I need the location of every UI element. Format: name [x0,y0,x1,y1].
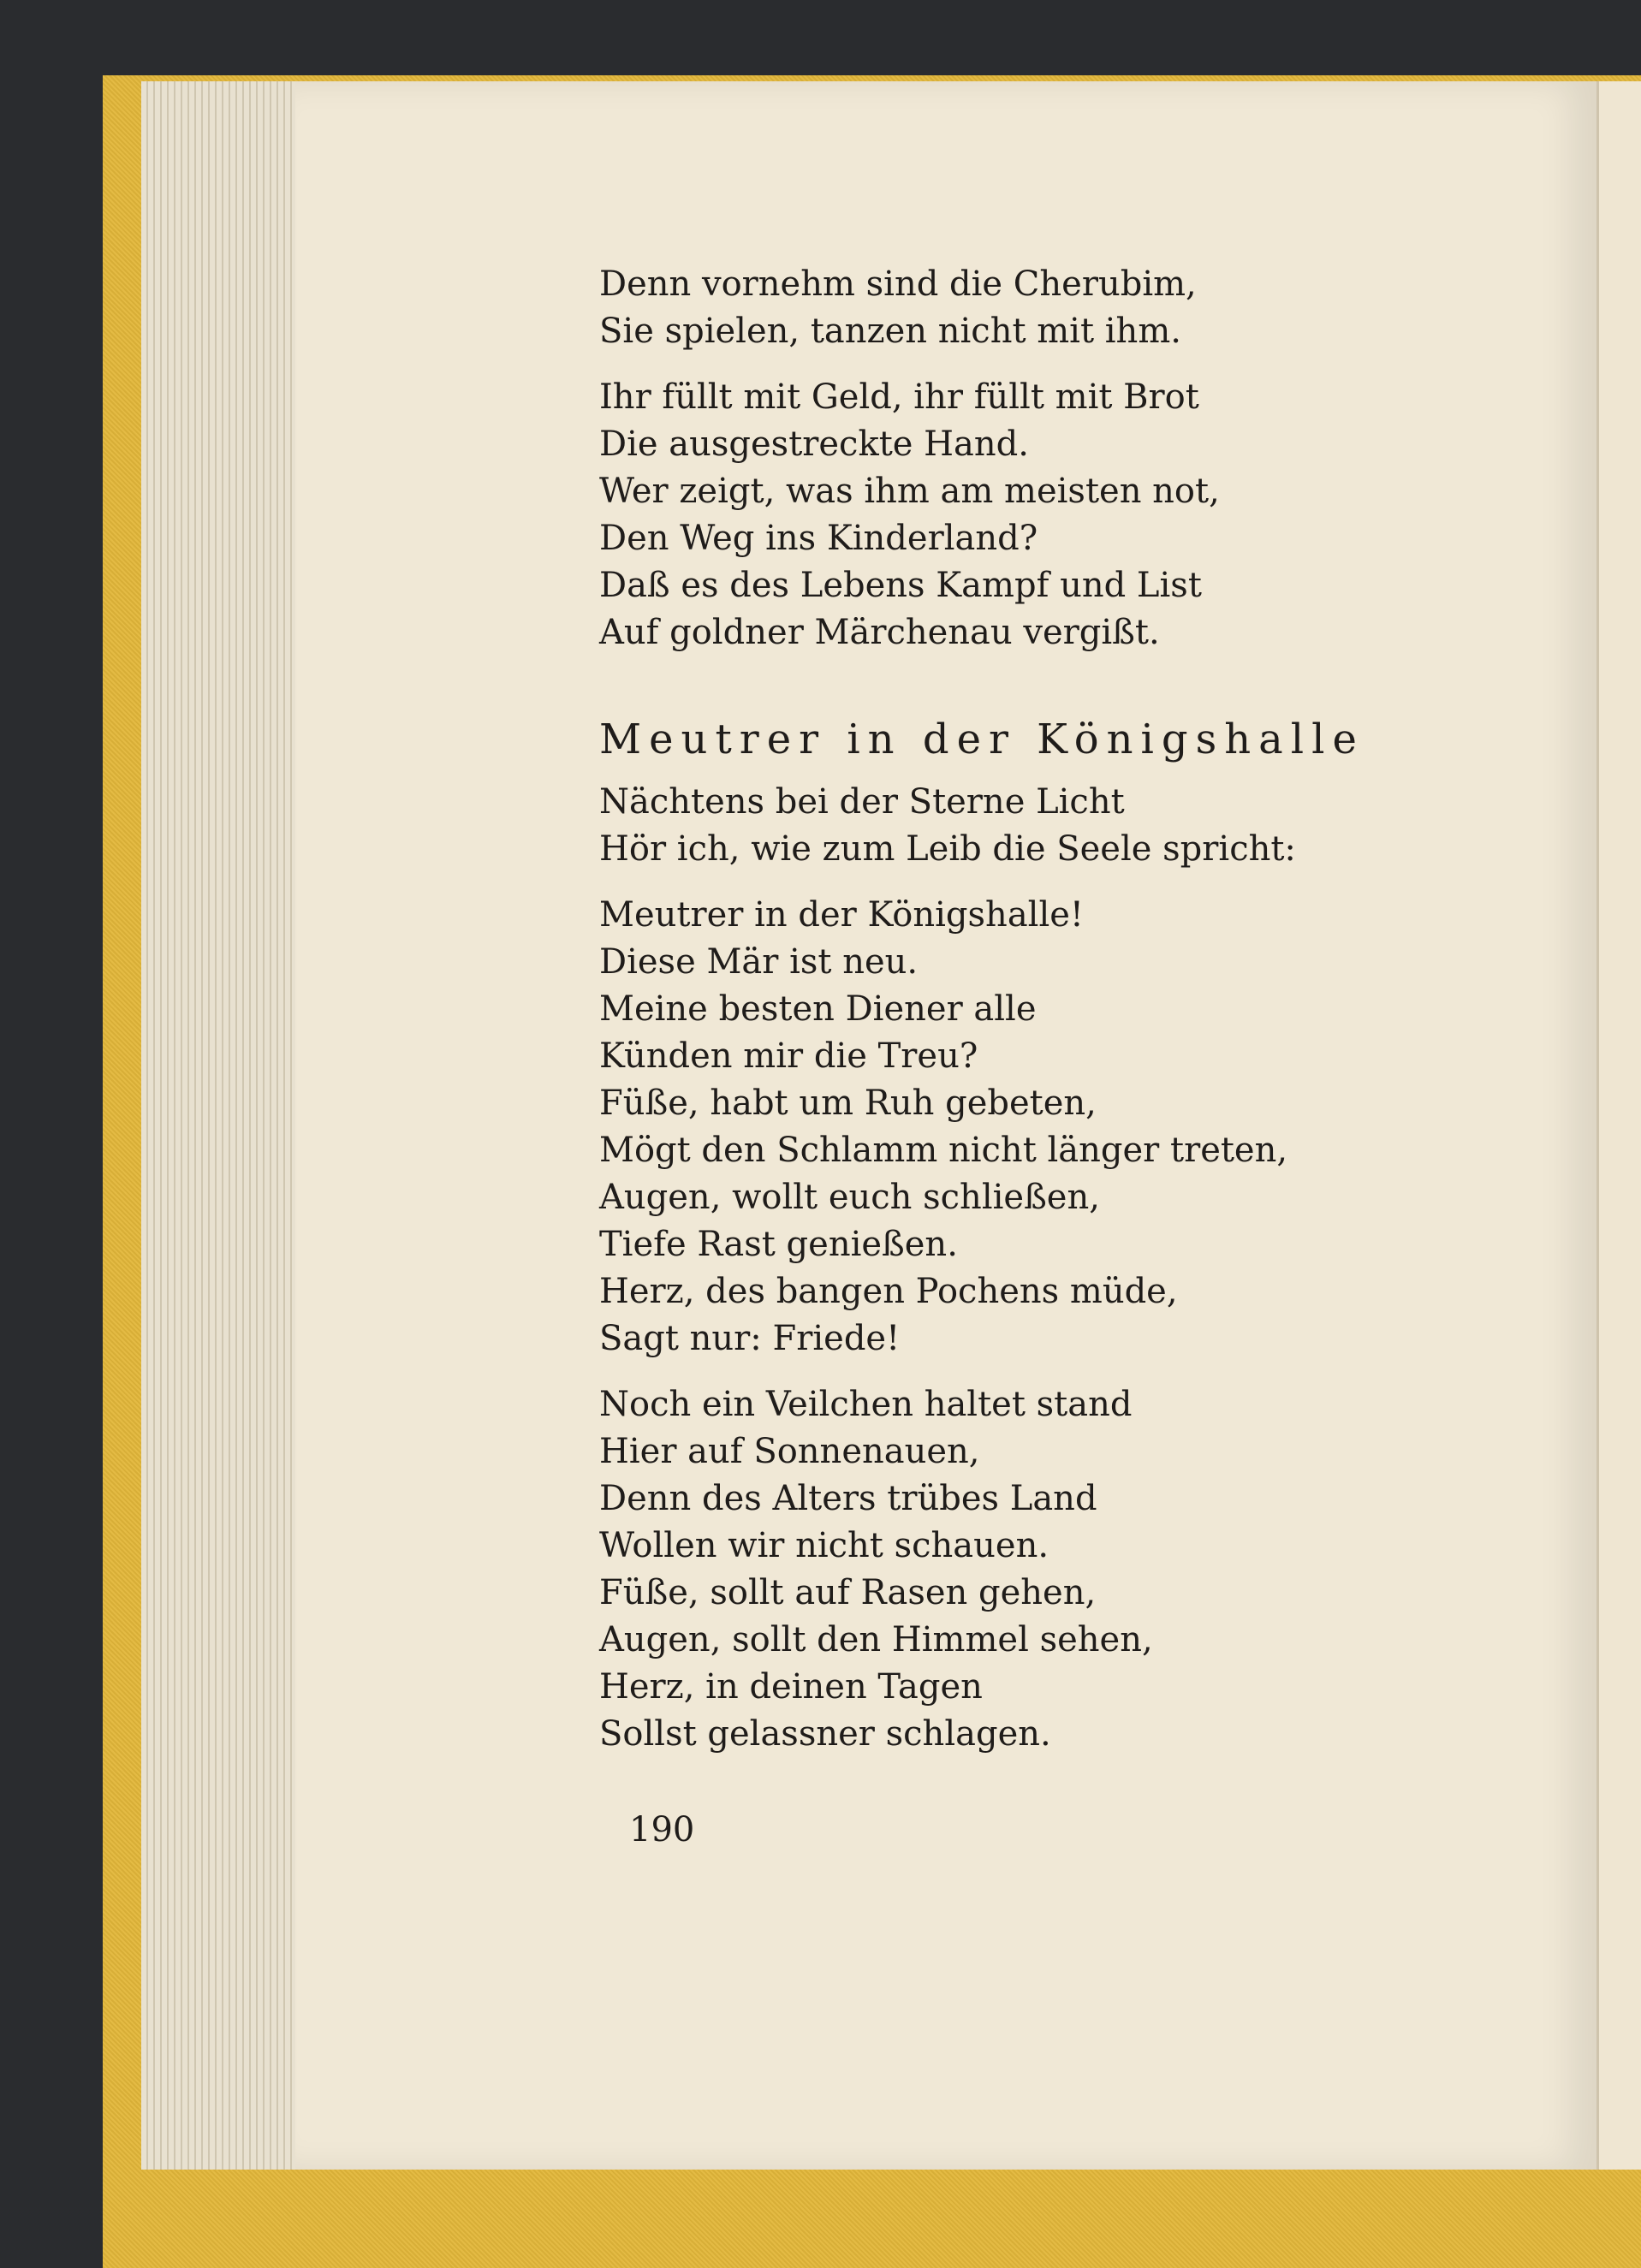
poem-line: Augen, sollt den Himmel sehen, [599,1620,1153,1659]
poem-line: Denn vornehm sind die Cherubim, [599,264,1197,304]
poem-text [599,261,1365,1758]
stanza-2 [599,374,1250,656]
poem-line: Sie spielen, tanzen nicht mit ihm. [599,312,1181,351]
poem-line: Tiefe Rast genießen. [599,1225,958,1264]
stanza-3 [599,779,1296,873]
poem-title: Meutrer in der Königshalle [599,715,1365,763]
poem-line: Denn des Alters trübes Land [599,1479,1097,1518]
poem-line: Daß es des Lebens Kampf und List [599,566,1202,605]
stanza-4 [599,892,1288,1363]
page-number: 190 [629,1810,695,1849]
poem-line: Sagt nur: Friede! [599,1319,901,1358]
poem-line: Füße, sollt auf Rasen gehen, [599,1573,1097,1612]
poem-line: Sollst gelassner schlagen. [599,1714,1051,1754]
facing-page [1596,81,1641,2170]
poem-line: Wollen wir nicht schauen. [599,1526,1049,1565]
poem-line: Hör ich, wie zum Leib die Seele spricht: [599,829,1296,869]
poem-line: Noch ein Veilchen haltet stand [599,1385,1133,1424]
poem-line: Herz, in deinen Tagen [599,1667,983,1707]
poem-line: Die ausgestreckte Hand. [599,425,1029,464]
poem-line: Augen, wollt euch schließen, [599,1178,1100,1217]
stanza-1 [599,261,1250,355]
poem-line: Nächtens bei der Sterne Licht [599,782,1125,822]
poem-line: Wer zeigt, was ihm am meisten not, [599,472,1220,511]
poem-line: Herz, des bangen Pochens müde, [599,1272,1178,1311]
poem-line: Diese Mär ist neu. [599,942,919,982]
poem-line: Mögt den Schlamm nicht länger treten, [599,1131,1288,1170]
poem-line: Ihr füllt mit Geld, ihr füllt mit Brot [599,377,1199,417]
poem-line: Hier auf Sonnenauen, [599,1432,980,1471]
poem-line: Künden mir die Treu? [599,1036,978,1076]
poem-line: Auf goldner Märchenau vergißt. [599,613,1160,652]
poem-line: Den Weg ins Kinderland? [599,519,1038,558]
poem-line: Meine besten Diener alle [599,989,1037,1029]
stanza-5 [599,1381,1250,1758]
page-edges [141,81,295,2170]
poem-line: Füße, habt um Ruh gebeten, [599,1084,1097,1123]
poem-line: Meutrer in der Königshalle! [599,895,1084,935]
